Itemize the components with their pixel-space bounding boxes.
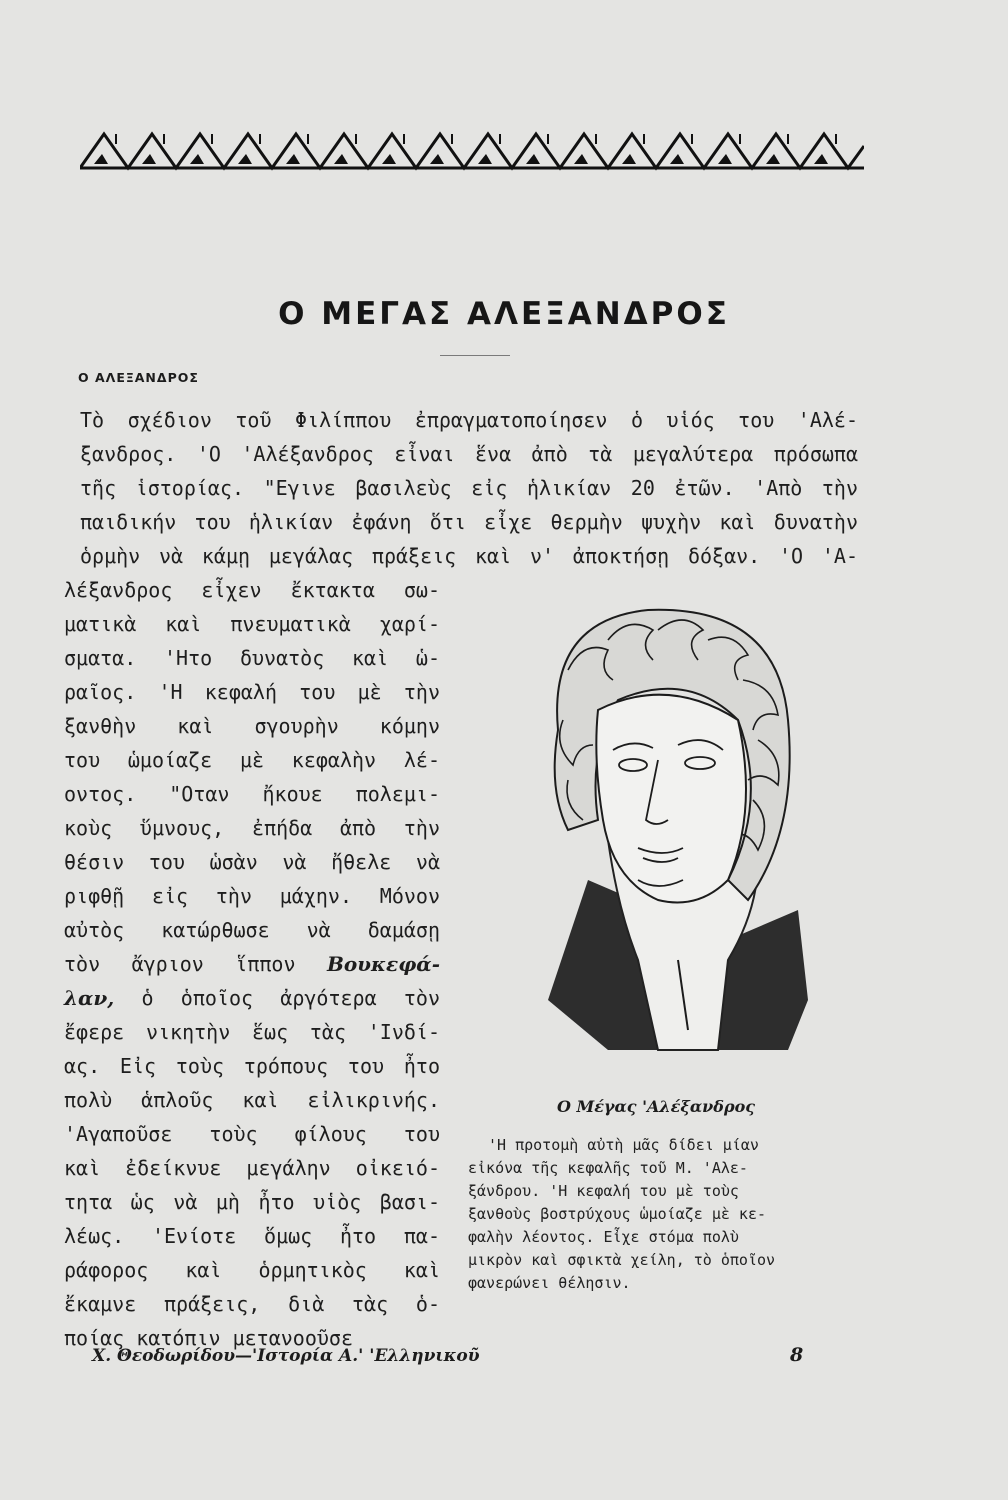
page-number: 8 bbox=[790, 1344, 804, 1366]
horse-name-end: λαν, bbox=[64, 986, 115, 1010]
alexander-bust-portrait bbox=[488, 580, 818, 1070]
paragraph-line: ξανθὴν καὶ σγουρὴν κόμην bbox=[64, 714, 440, 738]
paragraph-line: 'Αγαποῦσε τοὺς φίλους του bbox=[64, 1122, 440, 1146]
paragraph-line: ας. Εἰς τοὺς τρόπους του ἦτο bbox=[64, 1054, 440, 1078]
figure-caption-title: Ο Μέγας 'Αλέξανδρος bbox=[556, 1097, 755, 1116]
paragraph-line bbox=[64, 952, 440, 976]
paragraph-line: ραῖος. 'Η κεφαλή του μὲ τὴν bbox=[64, 680, 440, 704]
paragraph-line: Τὸ σχέδιον τοῦ Φιλίππου ἐπραγματοποίησεν ὁ υἱός του 'Αλέ- bbox=[80, 408, 858, 432]
page-title: Ο ΜΕΓΑΣ ΑΛΕΞΑΝΔΡΟΣ bbox=[278, 296, 730, 332]
paragraph-line: οντος. "Οταν ἤκουε πολεμι- bbox=[64, 782, 440, 806]
paragraph-line: ποίας κατόπιν μετανοοῦσε bbox=[64, 1326, 353, 1350]
footer-source: Χ. Θεοδωρίδου—'Ιστορία Α.' 'Ελληνικοῦ bbox=[92, 1346, 480, 1366]
caption-line: φανερώνει θέλησιν. bbox=[468, 1274, 631, 1292]
text-run: τὸν ἄγριον ἵππον bbox=[64, 952, 296, 976]
greek-meander-border-icon bbox=[80, 128, 864, 172]
horse-name: Βουκεφά- bbox=[326, 952, 440, 976]
text-run: ὁ ὁποῖος ἀργότερα τὸν bbox=[141, 986, 440, 1010]
paragraph-line: λέξανδρος εἶχεν ἔκτακτα σω- bbox=[64, 578, 440, 602]
paragraph-line: τητα ὡς νὰ μὴ ἦτο υἱὸς βασι- bbox=[64, 1190, 440, 1214]
paragraph-line: ριφθῇ εἰς τὴν μάχην. Μόνον bbox=[64, 884, 440, 908]
paragraph-line: ματικὰ καὶ πνευματικὰ χαρί- bbox=[64, 612, 440, 636]
paragraph-line bbox=[64, 986, 440, 1010]
caption-line: 'Η προτομὴ αὐτὴ μᾶς δίδει μίαν bbox=[488, 1136, 759, 1154]
paragraph-line: λέως. 'Ενίοτε ὅμως ἦτο πα- bbox=[64, 1224, 440, 1248]
paragraph-line: ράφορος καὶ ὁρμητικὸς καὶ bbox=[64, 1258, 440, 1282]
paragraph-line: αὐτὸς κατώρθωσε νὰ δαμάσῃ bbox=[64, 918, 440, 942]
paragraph-line: θέσιν του ὡσὰν νὰ ἤθελε νὰ bbox=[64, 850, 440, 874]
caption-line: ξανθοὺς βοστρύχους ὡμοίαζε μὲ κε- bbox=[468, 1205, 767, 1223]
section-heading: Ο ΑΛΕΞΑΝΔΡΟΣ bbox=[78, 370, 199, 385]
paragraph-line: σματα. 'Ητο δυνατὸς καὶ ὡ- bbox=[64, 646, 440, 670]
paragraph-line: ἔφερε νικητὴν ἕως τὰς 'Ινδί- bbox=[64, 1020, 440, 1044]
caption-line: εἰκόνα τῆς κεφαλῆς τοῦ Μ. 'Αλε- bbox=[468, 1159, 748, 1177]
caption-line: φαλὴν λέοντος. Εἶχε στόμα πολὺ bbox=[468, 1228, 739, 1246]
paragraph-line: ξανδρος. 'Ο 'Αλέξανδρος εἶναι ἕνα ἀπὸ τὰ μεγαλύτερα πρόσωπα bbox=[80, 442, 858, 466]
paragraph-line: τῆς ἱστορίας. "Εγινε βασιλεὺς εἰς ἡλικίαν 20 ἐτῶν. 'Απὸ τὴν bbox=[80, 476, 858, 500]
paragraph-line: ὁρμὴν νὰ κάμῃ μεγάλας πράξεις καὶ ν' ἀποκτήσῃ δόξαν. 'Ο 'Α- bbox=[80, 544, 858, 568]
title-divider bbox=[440, 355, 510, 356]
paragraph-line: του ὡμοίαζε μὲ κεφαλὴν λέ- bbox=[64, 748, 440, 772]
caption-line: ξάνδρου. 'Η κεφαλή του μὲ τοὺς bbox=[468, 1182, 739, 1200]
paragraph-line: παιδικήν του ἡλικίαν ἐφάνη ὅτι εἶχε θερμὴν ψυχὴν καὶ δυνατὴν bbox=[80, 510, 858, 534]
paragraph-line: πολὺ ἁπλοῦς καὶ εἰλικρινής. bbox=[64, 1088, 440, 1112]
paragraph-line: κοὺς ὕμνους, ἐπήδα ἀπὸ τὴν bbox=[64, 816, 440, 840]
caption-line: μικρὸν καὶ σφικτὰ χείλη, τὸ ὁποῖον bbox=[468, 1251, 776, 1269]
paragraph-line: ἔκαμνε πράξεις, διὰ τὰς ὁ- bbox=[64, 1292, 440, 1316]
paragraph-line: καὶ ἐδείκνυε μεγάλην οἰκειό- bbox=[64, 1156, 440, 1180]
